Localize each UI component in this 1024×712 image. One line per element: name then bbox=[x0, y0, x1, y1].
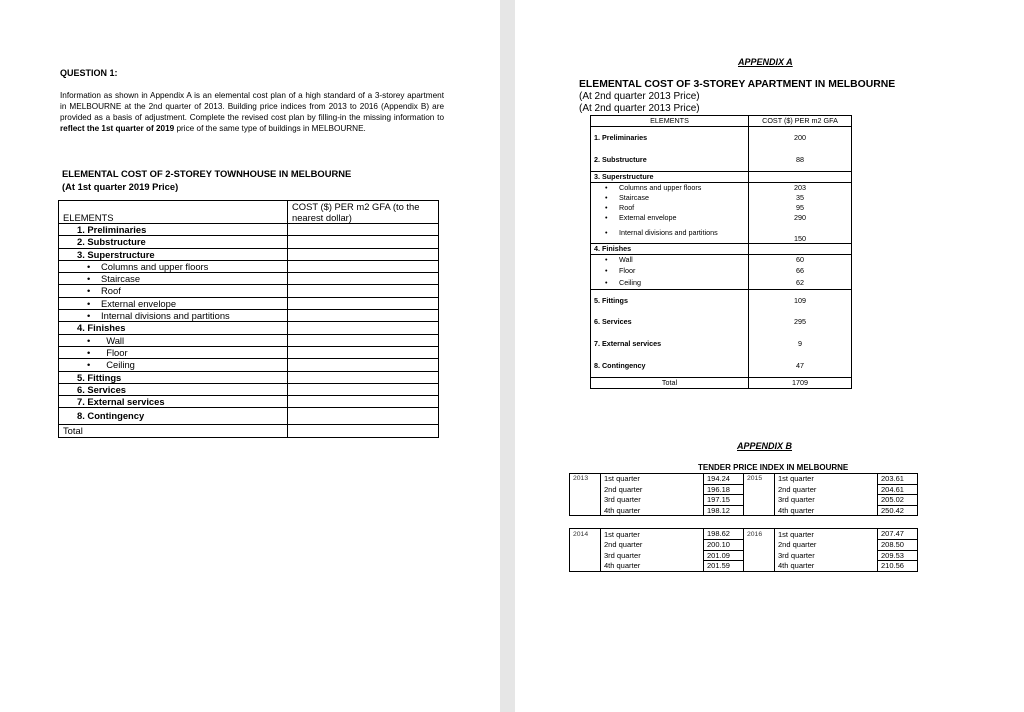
row-label: 3. Superstructure bbox=[59, 248, 288, 260]
appendix-a-title: ELEMENTAL COST OF 3-STOREY APARTMENT IN MELBOURNE bbox=[579, 79, 896, 90]
quarter-label: 3rd quarter bbox=[601, 550, 704, 561]
total-label: Total bbox=[59, 425, 288, 437]
row-label: • Wall bbox=[591, 255, 749, 266]
bullet-icon: • bbox=[87, 334, 91, 346]
row-label: • Staircase bbox=[591, 193, 749, 203]
table-row bbox=[570, 495, 918, 506]
row-value: 290 bbox=[749, 213, 852, 223]
table-row bbox=[591, 277, 852, 290]
quarter-label: 1st quarter bbox=[601, 474, 704, 485]
cost-input-cell[interactable] bbox=[288, 273, 439, 285]
table-row bbox=[59, 310, 439, 322]
table-row bbox=[591, 290, 852, 312]
row-label: 5. Fittings bbox=[59, 371, 288, 383]
cost-input-cell[interactable] bbox=[288, 359, 439, 371]
table-row bbox=[59, 260, 439, 272]
cost-input-cell[interactable] bbox=[288, 346, 439, 358]
question-text bbox=[60, 90, 444, 134]
table-row bbox=[591, 244, 852, 255]
bullet-icon: • bbox=[605, 228, 608, 238]
index-value: 210.56 bbox=[878, 561, 918, 572]
elements-header: ELEMENTS bbox=[59, 201, 288, 224]
table-row bbox=[59, 371, 439, 383]
quarter-label: 1st quarter bbox=[775, 529, 878, 540]
index-value: 198.62 bbox=[704, 529, 744, 540]
appendix-a-subtitle: (At 2nd quarter 2013 Price) bbox=[579, 103, 700, 114]
cost-input-cell[interactable] bbox=[288, 248, 439, 260]
row-label: • Internal divisions and partitions bbox=[59, 310, 288, 322]
table-header-row bbox=[591, 116, 852, 127]
row-label: • Roof bbox=[59, 285, 288, 297]
row-value: 60 bbox=[749, 255, 852, 266]
total-row bbox=[59, 425, 439, 437]
quarter-label: 4th quarter bbox=[775, 561, 878, 572]
cost-input-cell[interactable] bbox=[288, 408, 439, 425]
index-value: 200.10 bbox=[704, 539, 744, 550]
table-row bbox=[59, 248, 439, 260]
table-row bbox=[591, 193, 852, 203]
row-label: 6. Services bbox=[591, 311, 749, 333]
row-value: 9 bbox=[749, 333, 852, 355]
table-row bbox=[59, 346, 439, 358]
total-input-cell[interactable] bbox=[288, 425, 439, 437]
table-row bbox=[59, 396, 439, 408]
row-value: 200 bbox=[749, 127, 852, 150]
cost-input-cell[interactable] bbox=[288, 383, 439, 395]
elements-header: ELEMENTS bbox=[591, 116, 749, 127]
cost-input-cell[interactable] bbox=[288, 310, 439, 322]
row-value: 88 bbox=[749, 149, 852, 172]
question-text-emphasis: reflect the 1st quarter of 2019 bbox=[60, 124, 175, 133]
row-label: 7. External services bbox=[591, 333, 749, 355]
cost-header: COST ($) PER m2 GFA bbox=[749, 116, 852, 127]
quarter-label: 2nd quarter bbox=[775, 539, 878, 550]
bullet-icon: • bbox=[605, 278, 608, 288]
row-label: 1. Preliminaries bbox=[591, 127, 749, 150]
table-row bbox=[570, 539, 918, 550]
row-label: 5. Fittings bbox=[591, 290, 749, 312]
bullet-icon: • bbox=[605, 213, 608, 223]
table-row bbox=[570, 529, 918, 540]
row-value: 95 bbox=[749, 203, 852, 213]
apartment-cost-table bbox=[590, 115, 852, 389]
year-label: 2014 bbox=[570, 529, 601, 540]
index-value: 194.24 bbox=[704, 474, 744, 485]
row-label: • Columns and upper floors bbox=[591, 183, 749, 194]
table-row bbox=[591, 223, 852, 244]
table-row bbox=[591, 127, 852, 150]
quarter-label: 2nd quarter bbox=[775, 484, 878, 495]
bullet-icon: • bbox=[87, 359, 91, 371]
cost-input-cell[interactable] bbox=[288, 224, 439, 236]
row-label: • Ceiling bbox=[59, 359, 288, 371]
cost-input-cell[interactable] bbox=[288, 334, 439, 346]
table-row bbox=[59, 334, 439, 346]
index-value: 208.50 bbox=[878, 539, 918, 550]
table-row bbox=[591, 311, 852, 333]
index-value: 197.15 bbox=[704, 495, 744, 506]
quarter-label: 4th quarter bbox=[601, 561, 704, 572]
quarter-label: 2nd quarter bbox=[601, 484, 704, 495]
row-value: 47 bbox=[749, 355, 852, 378]
row-label: 3. Superstructure bbox=[591, 172, 749, 183]
row-label: 8. Contingency bbox=[59, 408, 288, 425]
row-label: • Internal divisions and partitions bbox=[591, 223, 749, 244]
table-row bbox=[570, 505, 918, 516]
quarter-label: 2nd quarter bbox=[601, 539, 704, 550]
row-label: 4. Finishes bbox=[591, 244, 749, 255]
index-value: 209.53 bbox=[878, 550, 918, 561]
year-label: 2015 bbox=[744, 474, 775, 485]
row-label: • Floor bbox=[591, 265, 749, 277]
index-value: 207.47 bbox=[878, 529, 918, 540]
index-value: 201.59 bbox=[704, 561, 744, 572]
index-value: 196.18 bbox=[704, 484, 744, 495]
tpi-title: TENDER PRICE INDEX IN MELBOURNE bbox=[698, 463, 849, 472]
table-row bbox=[59, 297, 439, 309]
townhouse-cost-table bbox=[58, 200, 439, 438]
row-label: • Ceiling bbox=[591, 277, 749, 290]
appendix-b-label: APPENDIX B bbox=[737, 441, 793, 451]
cost-input-cell[interactable] bbox=[288, 396, 439, 408]
row-value: 150 bbox=[749, 223, 852, 244]
quarter-label: 4th quarter bbox=[601, 505, 704, 516]
index-value: 201.09 bbox=[704, 550, 744, 561]
row-label: • Floor bbox=[59, 346, 288, 358]
row-value bbox=[749, 172, 852, 183]
row-label: 1. Preliminaries bbox=[59, 224, 288, 236]
table-row bbox=[59, 359, 439, 371]
table-row bbox=[591, 265, 852, 277]
quarter-label: 3rd quarter bbox=[775, 495, 878, 506]
row-value bbox=[749, 244, 852, 255]
table-row bbox=[59, 408, 439, 425]
question-page bbox=[0, 0, 500, 712]
appendix-a-subtitle: (At 2nd quarter 2013 Price) bbox=[579, 91, 700, 102]
table-row bbox=[591, 183, 852, 194]
bullet-icon: • bbox=[87, 260, 91, 272]
row-label: 7. External services bbox=[59, 396, 288, 408]
question-text-part1: Information as shown in Appendix A is an elemental cost plan of a high standard of a 3-storey apartment in MELBOURNE at the 2nd quarter of 2013. Building price indices from 2013 to 2016 (Appendix B) are provided as a basis of adjustment. Complete the revised cost plan by filling-in the missing information to bbox=[60, 91, 444, 122]
townhouse-subtitle: (At 1st quarter 2019 Price) bbox=[62, 181, 179, 192]
row-label: 2. Substructure bbox=[591, 149, 749, 172]
total-label: Total bbox=[591, 378, 749, 389]
quarter-label: 1st quarter bbox=[775, 474, 878, 485]
quarter-label: 3rd quarter bbox=[601, 495, 704, 506]
row-label: • Roof bbox=[591, 203, 749, 213]
row-value: 66 bbox=[749, 265, 852, 277]
appendix-page bbox=[515, 0, 1024, 712]
row-value: 203 bbox=[749, 183, 852, 194]
table-row bbox=[59, 273, 439, 285]
row-label: • Wall bbox=[59, 334, 288, 346]
index-value: 204.61 bbox=[878, 484, 918, 495]
table-row bbox=[59, 236, 439, 248]
cost-input-cell[interactable] bbox=[288, 371, 439, 383]
row-value: 109 bbox=[749, 290, 852, 312]
bullet-icon: • bbox=[87, 297, 91, 309]
table-row bbox=[591, 213, 852, 223]
table-row bbox=[591, 355, 852, 378]
total-value: 1709 bbox=[749, 378, 852, 389]
table-row bbox=[59, 322, 439, 334]
table-row bbox=[570, 474, 918, 485]
index-value: 198.12 bbox=[704, 505, 744, 516]
row-label: 2. Substructure bbox=[59, 236, 288, 248]
quarter-label: 3rd quarter bbox=[775, 550, 878, 561]
table-header-row bbox=[59, 201, 439, 224]
index-value: 205.02 bbox=[878, 495, 918, 506]
cost-input-cell[interactable] bbox=[288, 260, 439, 272]
year-label: 2013 bbox=[570, 474, 601, 485]
table-row bbox=[591, 203, 852, 213]
bullet-icon: • bbox=[87, 346, 91, 358]
cost-input-cell[interactable] bbox=[288, 236, 439, 248]
bullet-icon: • bbox=[605, 255, 608, 265]
row-value: 295 bbox=[749, 311, 852, 333]
row-label: • Staircase bbox=[59, 273, 288, 285]
table-row bbox=[59, 285, 439, 297]
townhouse-title: ELEMENTAL COST OF 2-STOREY TOWNHOUSE IN MELBOURNE bbox=[62, 168, 352, 179]
year-label: 2016 bbox=[744, 529, 775, 540]
index-value: 203.61 bbox=[878, 474, 918, 485]
row-label: • External envelope bbox=[59, 297, 288, 309]
quarter-label: 1st quarter bbox=[601, 529, 704, 540]
appendix-a-label: APPENDIX A bbox=[738, 57, 793, 67]
index-value: 250.42 bbox=[878, 505, 918, 516]
question-text-part2: price of the same type of buildings in MELBOURNE. bbox=[174, 124, 366, 133]
bullet-icon: • bbox=[87, 273, 91, 285]
row-label: • Columns and upper floors bbox=[59, 260, 288, 272]
total-row bbox=[591, 378, 852, 389]
cost-input-cell[interactable] bbox=[288, 285, 439, 297]
bullet-icon: • bbox=[87, 285, 91, 297]
table-row bbox=[591, 172, 852, 183]
table-row bbox=[591, 255, 852, 266]
row-value: 35 bbox=[749, 193, 852, 203]
table-row bbox=[591, 333, 852, 355]
townhouse-table-title bbox=[62, 167, 351, 193]
bullet-icon: • bbox=[605, 203, 608, 213]
row-label: 8. Contingency bbox=[591, 355, 749, 378]
row-label: 6. Services bbox=[59, 383, 288, 395]
bullet-icon: • bbox=[605, 266, 608, 276]
table-row bbox=[59, 224, 439, 236]
row-value: 62 bbox=[749, 277, 852, 290]
tender-price-index-table bbox=[569, 473, 918, 572]
table-row bbox=[591, 149, 852, 172]
bullet-icon: • bbox=[87, 310, 91, 322]
cost-input-cell[interactable] bbox=[288, 322, 439, 334]
table-row bbox=[570, 550, 918, 561]
cost-header: COST ($) PER m2 GFA (to the nearest dollar) bbox=[288, 201, 439, 224]
quarter-label: 4th quarter bbox=[775, 505, 878, 516]
row-label: 4. Finishes bbox=[59, 322, 288, 334]
row-label: • External envelope bbox=[591, 213, 749, 223]
question-heading: QUESTION 1: bbox=[60, 68, 118, 78]
table-row bbox=[59, 383, 439, 395]
bullet-icon: • bbox=[605, 193, 608, 203]
table-row bbox=[570, 484, 918, 495]
bullet-icon: • bbox=[605, 183, 608, 193]
cost-input-cell[interactable] bbox=[288, 297, 439, 309]
table-row bbox=[570, 561, 918, 572]
